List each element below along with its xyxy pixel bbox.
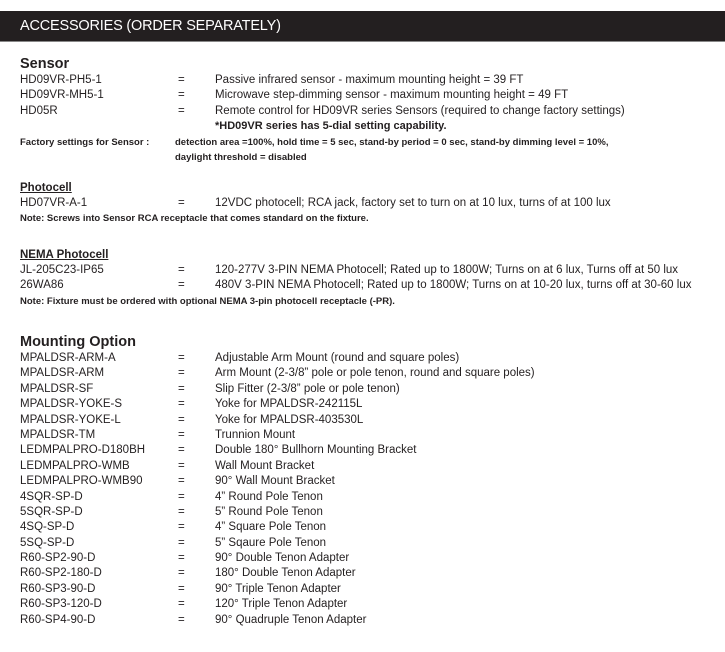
part-number: R60-SP2-180-D [20,567,102,580]
photocell-section [20,181,720,226]
description: Yoke for MPALDSR-242115L [215,398,363,411]
description: Remote control for HD09VR series Sensors (required to change factory settings) [215,104,625,117]
sensor-section [20,56,720,165]
accessory-row [20,536,720,551]
equals-sign: = [178,475,185,488]
part-number: HD07VR-A-1 [20,197,88,209]
description: Passive infrared sensor - maximum mounting height = 39 FT [215,74,524,86]
accessory-row [20,582,720,597]
equals-sign: = [178,197,185,209]
equals-sign: = [178,444,185,457]
equals-sign: = [178,598,185,611]
equals-sign: = [178,413,185,426]
description: Trunnion Mount [215,428,296,441]
accessory-row [20,382,720,397]
description: 120-277V 3-PIN NEMA Photocell; Rated up to 1800W; Turns on at 6 lux, Turns off at 50 lux [215,264,679,276]
description: Microwave step-dimming sensor - maximum mounting height = 49 FT [215,89,569,102]
accessory-row [20,613,720,628]
part-number: MPALDSR-ARM-A [20,352,116,364]
equals-sign: = [178,582,185,595]
part-number: R60-SP3-90-D [20,582,96,595]
sensor-heading: Sensor [20,56,70,72]
description: 180° Double Tenon Adapter [215,567,356,580]
accessory-row [20,505,720,520]
equals-sign: = [178,490,185,503]
section-title: ACCESSORIES (ORDER SEPARATELY) [20,18,281,34]
part-number: HD09VR-MH5-1 [20,89,104,102]
part-number: R60-SP3-120-D [20,598,102,611]
equals-sign: = [178,104,185,117]
description: 4” Square Pole Tenon [215,521,327,534]
part-number: 4SQR-SP-D [20,490,83,503]
part-number: MPALDSR-TM [20,428,96,441]
accessory-row [20,566,720,581]
part-number: 26WA86 [20,279,64,292]
capability-note: *HD09VR series has 5-dial setting capability. [215,120,447,133]
accessory-row [20,366,720,381]
description: Double 180° Bullhorn Mounting Bracket [215,444,417,457]
equals-sign: = [178,382,185,395]
part-number: LEDMPALPRO-WMB [20,459,130,472]
accessory-row [20,73,720,88]
accessory-row [20,520,720,535]
part-number: LEDMPALPRO-WMB90 [20,475,143,488]
mounting-section [20,334,720,628]
nema-photocell-section [20,248,720,309]
equals-sign: = [178,352,185,364]
equals-sign: = [178,536,185,549]
accessory-row [20,428,720,443]
description: Wall Mount Bracket [215,459,315,472]
part-number: MPALDSR-YOKE-S [20,398,123,411]
accessory-row [20,196,720,211]
part-number: MPALDSR-SF [20,382,94,395]
photocell-heading: Photocell [20,182,72,194]
section-header-bar [0,11,725,42]
accessory-row [20,443,720,458]
part-number: 5SQR-SP-D [20,505,83,518]
part-number: R60-SP2-90-D [20,552,96,565]
description: 4” Round Pole Tenon [215,490,323,503]
part-number: HD05R [20,104,58,117]
photocell-note: Note: Screws into Sensor RCA receptacle that comes standard on the fixture. [20,213,369,225]
equals-sign: = [178,505,185,518]
description: 12VDC photocell; RCA jack, factory set to turn on at 10 lux, turns of at 100 lux [215,197,611,209]
equals-sign: = [178,521,185,534]
equals-sign: = [178,613,185,626]
equals-sign: = [178,74,185,86]
equals-sign: = [178,89,185,102]
part-number: HD09VR-PH5-1 [20,74,102,86]
accessory-row [20,459,720,474]
description: 480V 3-PIN NEMA Photocell; Rated up to 1800W; Turns on at 10-20 lux, turns off at 30-60 lux [215,279,692,292]
accessory-row [20,551,720,566]
mounting-heading: Mounting Option [20,334,136,350]
part-number: R60-SP4-90-D [20,613,96,626]
description: 90° Triple Tenon Adapter [215,582,341,595]
part-number: MPALDSR-ARM [20,367,105,380]
accessory-row [20,490,720,505]
accessory-row [20,278,720,293]
part-number: LEDMPALPRO-D180BH [20,444,146,457]
equals-sign: = [178,428,185,441]
description: Adjustable Arm Mount (round and square poles) [215,352,460,364]
description: 90° Double Tenon Adapter [215,552,350,565]
part-number: 4SQ-SP-D [20,521,75,534]
description: 90° Wall Mount Bracket [215,475,335,488]
equals-sign: = [178,567,185,580]
equals-sign: = [178,552,185,565]
accessory-row [20,413,720,428]
accessory-row [20,104,720,119]
description: Yoke for MPALDSR-403530L [215,413,364,426]
part-number: 5SQ-SP-D [20,536,75,549]
accessory-row [20,397,720,412]
accessory-row [20,597,720,612]
part-number: JL-205C23-IP65 [20,264,104,276]
factory-settings-line2: daylight threshold = disabled [175,151,307,163]
nema-note: Note: Fixture must be ordered with optional NEMA 3-pin photocell receptacle (-PR). [20,295,395,307]
description: 90° Quadruple Tenon Adapter [215,613,367,626]
nema-heading: NEMA Photocell [20,249,109,261]
accessory-row [20,474,720,489]
accessory-row [20,263,720,278]
equals-sign: = [178,459,185,472]
equals-sign: = [178,398,185,411]
description: 120° Triple Tenon Adapter [215,598,348,611]
description: Arm Mount (2-3/8” pole or pole tenon, round and square poles) [215,367,535,380]
factory-settings-line1: detection area =100%, hold time = 5 sec, stand-by period = 0 sec, stand-by dimming level = 10%, [175,136,609,148]
description: 5” Sqaure Pole Tenon [215,536,327,549]
accessory-row [20,351,720,366]
accessory-row [20,88,720,103]
equals-sign: = [178,264,185,276]
factory-settings-label: Factory settings for Sensor : [20,136,150,148]
equals-sign: = [178,279,185,292]
part-number: MPALDSR-YOKE-L [20,413,121,426]
description: 5” Round Pole Tenon [215,505,323,518]
equals-sign: = [178,367,185,380]
description: Slip Fitter (2-3/8” pole or pole tenon) [215,382,400,395]
